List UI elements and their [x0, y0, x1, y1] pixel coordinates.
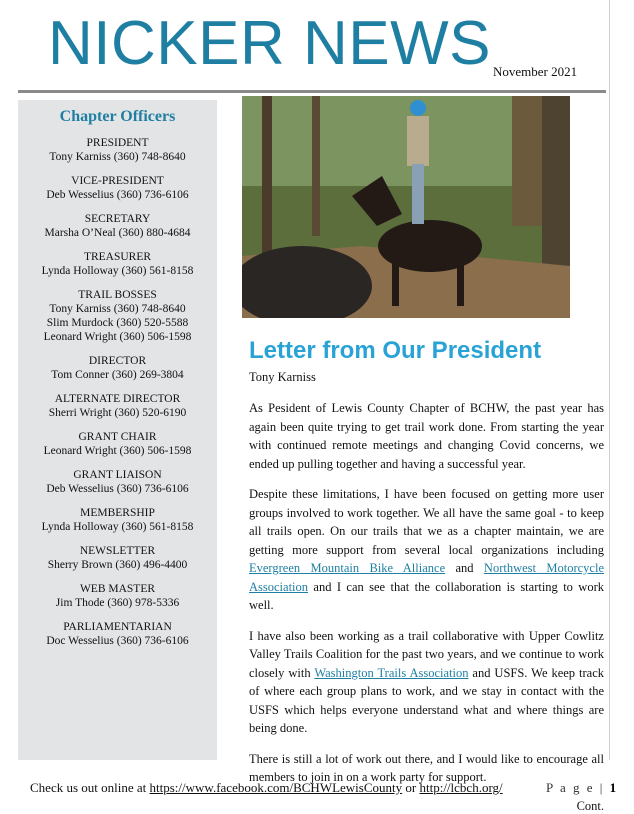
facebook-link[interactable]: https://www.facebook.com/BCHWLewisCounty — [149, 780, 403, 795]
page-margin-line — [609, 0, 610, 760]
paragraph-2 — [249, 485, 604, 615]
officers-sidebar — [18, 100, 217, 760]
officer-role: DIRECTOR — [88, 355, 147, 367]
website-link[interactable]: http://lcbch.org/ — [419, 780, 503, 795]
footer-or: or — [402, 780, 420, 795]
president-letter — [249, 336, 604, 814]
officer-contact: Doc Wesselius (360) 736-6106 — [46, 635, 189, 647]
officer-contact: Lynda Holloway (360) 561-8158 — [41, 521, 194, 533]
officer-contact: Lynda Holloway (360) 561-8158 — [41, 265, 194, 277]
officer-role: MEMBERSHIP — [80, 507, 155, 519]
paragraph-1: As Pesident of Lewis County Chapter of BCHW, the past year has again been quite trying to get trail work done. From starting the year with continued remote meetings and changing Covid concerns, we ended up pulling together and having a successful year. — [249, 401, 604, 471]
paragraph-2-text-a: Despite these limitations, I have been focused on getting more user groups involved to work together. We all have the same goal - to keep all trails open. On our trails that we as a chapter maintain, we are getting more support from several local organizations including — [249, 487, 604, 557]
paragraph-2-text-b: and — [445, 561, 484, 575]
photo-illustration — [242, 96, 570, 318]
officer-role: SECRETARY — [84, 213, 151, 225]
officer-role: PRESIDENT — [86, 137, 149, 149]
article-title: Letter from Our President — [249, 337, 542, 364]
paragraph-3-text-b: and USFS. We keep track of where each group plans to work, and we stay in contact with the USFS which helps everyone understand what and where things are being done. — [249, 665, 604, 735]
officer-entry — [18, 174, 217, 202]
officer-entry — [18, 582, 217, 610]
masthead-title: NICKER NEWS — [48, 9, 491, 78]
officer-entry — [18, 544, 217, 572]
paragraph-3-text-a: I have also been working as a trail collaborative with Upper Cowlitz Valley Trails Coalition for the past two years, and we continue to work closely with — [249, 628, 604, 680]
officer-role: TRAIL BOSSES — [78, 289, 157, 301]
officer-contact: Jim Thode (360) 978-5336 — [55, 597, 180, 609]
officer-role: WEB MASTER — [79, 583, 156, 595]
paragraph-4: There is still a lot of work out there, and I would like to encourage all members to join in on a work party for support. — [249, 751, 604, 784]
header-rule — [18, 90, 606, 93]
officer-role: GRANT LIAISON — [73, 469, 162, 481]
officer-contact: Deb Wesselius (360) 736-6106 — [46, 189, 189, 201]
officer-entry — [18, 354, 217, 382]
officer-entry — [18, 250, 217, 278]
officer-entry — [18, 468, 217, 496]
page-label: P a g e | — [546, 780, 610, 795]
officer-role: PARLIAMENTARIAN — [63, 621, 172, 633]
nwma-link[interactable]: Northwest Motorcycle Association — [249, 561, 604, 594]
officer-contact: Deb Wesselius (360) 736-6106 — [46, 483, 189, 495]
issue-date: November 2021 — [493, 64, 578, 79]
officer-list — [18, 136, 217, 648]
officer-contact: Sherri Wright (360) 520-6190 — [48, 407, 187, 419]
officer-entry — [18, 288, 217, 344]
officer-entry — [18, 506, 217, 534]
continued-note: Cont. — [576, 798, 604, 813]
footer-prefix: Check us out online at — [30, 780, 150, 795]
page-number-value: 1 — [609, 780, 617, 795]
officer-entry — [18, 212, 217, 240]
officer-role: TREASURER — [83, 251, 152, 263]
officer-entry — [18, 620, 217, 648]
officer-role: NEWSLETTER — [79, 545, 156, 557]
officer-contact: Tony Karniss (360) 748-8640 — [49, 151, 186, 163]
officer-contact: Marsha O’Neal (360) 880-4684 — [44, 227, 191, 239]
rider-on-horse-photo — [242, 96, 570, 318]
officer-contact: Tony Karniss (360) 748-8640 — [49, 303, 186, 315]
page-number — [546, 780, 616, 796]
officer-entry — [18, 136, 217, 164]
officer-contact: Leonard Wright (360) 506-1598 — [43, 331, 192, 343]
officer-contact: Slim Murdock (360) 520-5588 — [46, 317, 189, 329]
officer-contact: Sherry Brown (360) 496-4400 — [47, 559, 188, 571]
officer-role: GRANT CHAIR — [78, 431, 157, 443]
paragraph-2-text-c: and I can see that the collaboration is starting to work well. — [249, 579, 604, 612]
officer-contact: Leonard Wright (360) 506-1598 — [43, 445, 192, 457]
officer-role: ALTERNATE DIRECTOR — [54, 393, 181, 405]
article-byline: Tony Karniss — [249, 370, 316, 384]
officer-contact: Tom Conner (360) 269-3804 — [51, 369, 184, 381]
paragraph-3 — [249, 627, 604, 738]
sidebar-heading: Chapter Officers — [59, 108, 176, 125]
footer-links — [30, 780, 503, 796]
officer-entry — [18, 392, 217, 420]
officer-role: VICE-PRESIDENT — [71, 175, 164, 187]
officer-entry — [18, 430, 217, 458]
wta-link[interactable]: Washington Trails Association — [314, 665, 469, 680]
evergreen-link[interactable]: Evergreen Mountain Bike Alliance — [249, 561, 446, 575]
